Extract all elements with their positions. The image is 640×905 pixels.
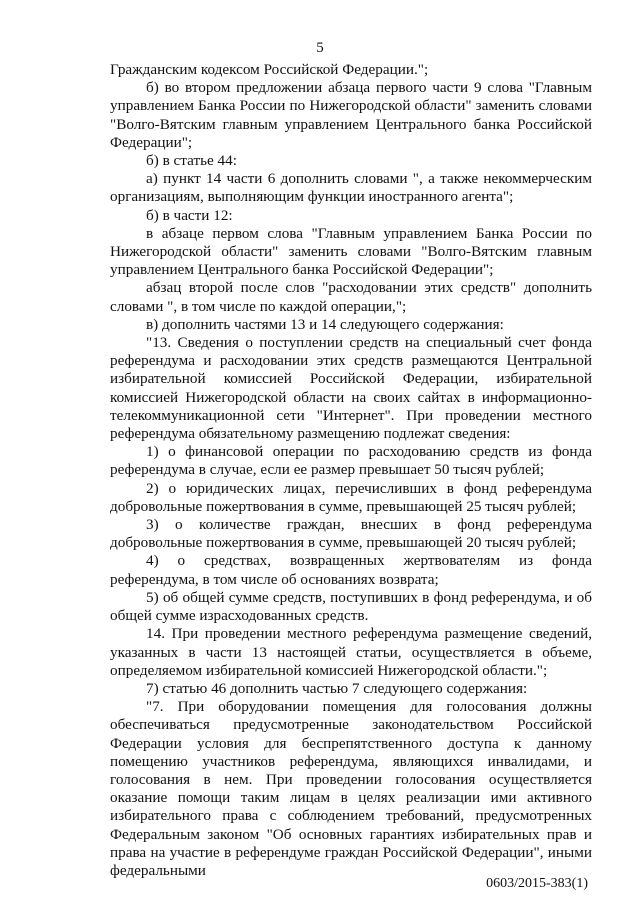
paragraph-p17: "7. При оборудовании помещения для голосования должны обеспечиваться предусмотренные законодательством Российской Федерации условия для беспрепятственного доступа к данному помещению участников референдума, являющихся инвалидами, и голосования в нем. При проведении голосования осуществляется оказание помощи таким лицам в целях реализации ими активного избирательного права с соблюдением требований, предусмотренных Федеральным законом "Об основных гарантиях избирательных прав и права на участие в референдуме граждан Российской Федерации", иными федеральными — [110, 698, 592, 879]
paragraph-p9: "13. Сведения о поступлении средств на специальный счет фонда референдума и расходовании этих средств размещаются Центральной избирательной комиссией Российской Федерации, избирательной комиссией Нижегородской области на своих сайтах в информационно-телекоммуникационной сети "Интернет". При проведении местного референдума обязательному размещению подлежат сведения: — [110, 334, 592, 443]
paragraph-p11: 2) о юридических лицах, перечисливших в фонд референдума добровольные пожертвования в сумме, превышающей 25 тысяч рублей; — [110, 479, 592, 515]
paragraph-p5: б) в части 12: — [146, 206, 233, 224]
paragraph-p12: 3) о количестве граждан, внесших в фонд референдума добровольные пожертвования в сумме, превышающей 20 тысяч рублей; — [110, 516, 592, 552]
paragraph-p3: б) в статье 44: — [146, 152, 237, 170]
paragraph-p6: в абзаце первом слова "Главным управлением Банка России по Нижегородской области" заменить словами "Волго-Вятским главным управлением Центрального банка Российской Федерации"; — [110, 224, 592, 279]
paragraph-p4: а) пункт 14 части 6 дополнить словами ", а также некоммерческим организациям, выполняющим функции иностранного агента"; — [110, 170, 592, 206]
paragraph-p13: 4) о средствах, возвращенных жертвователям из фонда референдума, в том числе об основаниях возврата; — [110, 552, 592, 588]
paragraph-p15: 14. При проведении местного референдума размещение сведений, указанных в части 13 настоящей статьи, осуществляется в объеме, определяемом избирательной комиссией Нижегородской области."; — [110, 625, 592, 679]
paragraph-p7: абзац второй после слов "расходовании этих средств" дополнить словами ", в том числе по каждой операции,"; — [110, 279, 592, 315]
paragraph-p10: 1) о финансовой операции по расходованию средств из фонда референдума в случае, если ее размер превышает 50 тысяч рублей; — [110, 443, 592, 479]
paragraph-p2: б) во втором предложении абзаца первого части 9 слова "Главным управлением Банка России по Нижегородской области" заменить словами "Волго-Вятским главным управлением Центрального банка Российской Федерации"; — [110, 79, 592, 151]
paragraph-p8: в) дополнить частями 13 и 14 следующего содержания: — [146, 315, 504, 333]
document-code: 0603/2015-383(1) — [486, 876, 588, 891]
document-body — [110, 61, 592, 880]
paragraph-p14: 5) об общей сумме средств, поступивших в фонд референдума, и об общей сумме израсходованных средств. — [110, 588, 592, 625]
page-number: 5 — [316, 40, 324, 56]
paragraph-p1: Гражданским кодексом Российской Федерации."; — [110, 61, 429, 78]
paragraph-p16: 7) статью 46 дополнить частью 7 следующего содержания: — [146, 679, 528, 697]
